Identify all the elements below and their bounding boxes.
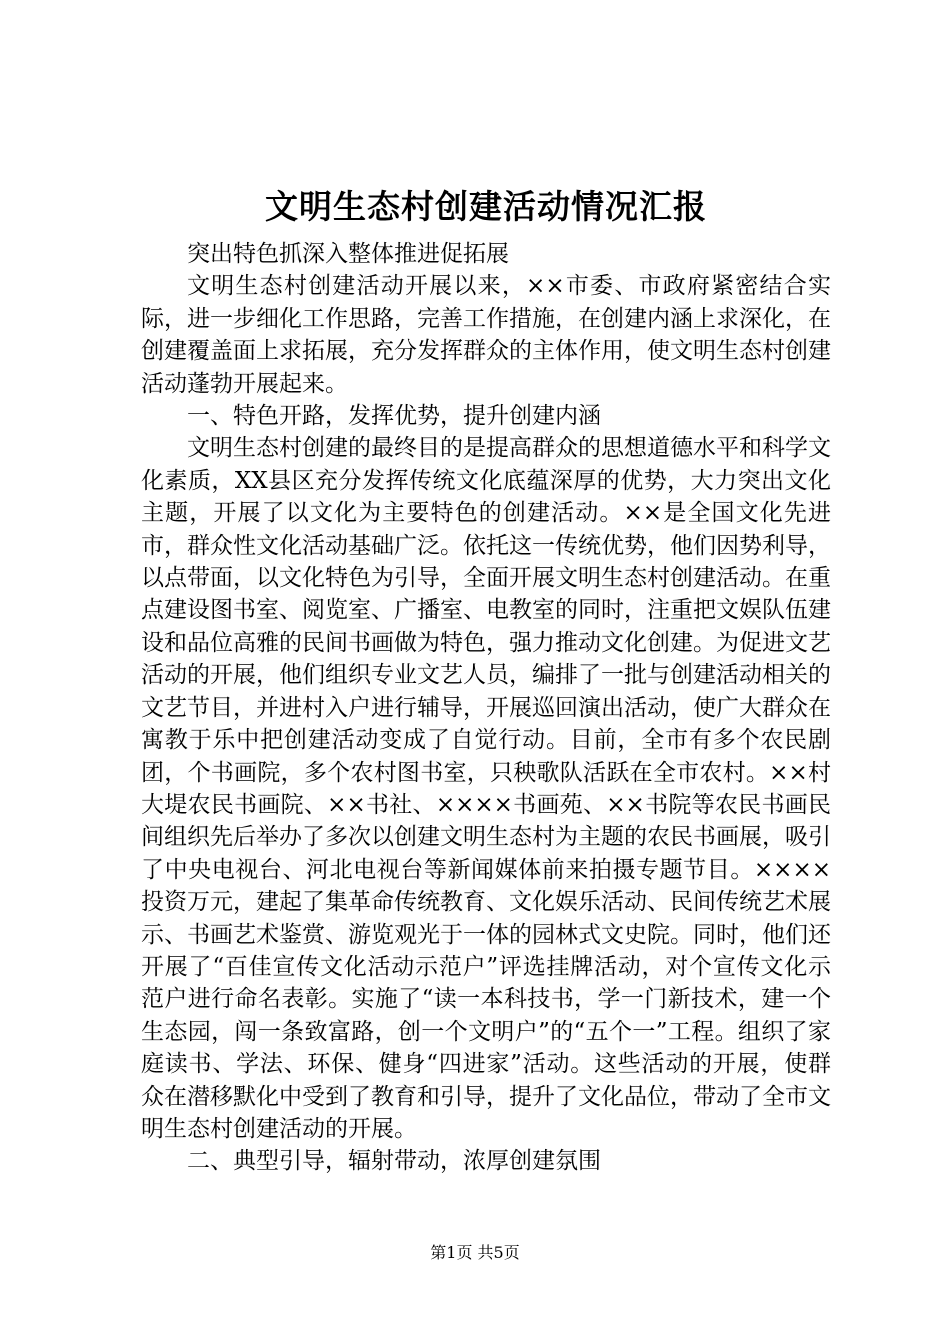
section-heading-2: 二、典型引导，辐射带动，浓厚创建氛围 xyxy=(187,1148,601,1175)
page-footer: 第1页 共5页 xyxy=(430,1243,520,1262)
section-1-body: 文明生态村创建的最终目的是提高群众的思想道德水平和科学文化素质，XX县区充分发挥传统文化底蕴深厚的优势，大力突出文化主题，开展了以文化为主要特色的创建活动。××是全国文化先进市，群众性文化活动基础广泛。依托这一传统优势，他们因势利导，以点带面，以文化特色为引导，全面开展文明生态村创建活动。在重点建设图书室、阅览室、广播室、电教室的同时，注重把文娱队伍建设和品位高雅的民间书画做为特色，强力推动文化创建。为促进文艺活动的开展，他们组织专业文艺人员，编排了一批与创建活动相关的文艺节目，并进村入户进行辅导，开展巡回演出活动，使广大群众在寓教于乐中把创建活动变成了自觉行动。目前，全市有多个农民剧团，个书画院，多个农村图书室，只秧歌队活跃在全市农村。××村大堤农民书画院、××书社、××××书画苑、××书院等农民书画民间组织先后举办了多次以创建文明生态村为主题的农民书画展，吸引了中央电视台、河北电视台等新闻媒体前来拍摄专题节目。××××投资万元，建起了集革命传统教育、文化娱乐活动、民间传统艺术展示、书画艺术鉴赏、游览观光于一体的园林式文史院。同时，他们还开展了“百佳宣传文化活动示范户”评选挂牌活动，对个宣传文化示范户进行命名表彰。实施了“读一本科技书，学一门新技术，建一个生态园，闯一条致富路，创一个文明户”的“五个一”工程。组织了家庭读书、学法、环保、健身“四进家”活动。这些活动的开展，使群众在潜移默化中受到了教育和引导，提升了文化品位，带动了全市文明生态村创建活动的开展。 xyxy=(141,435,831,1142)
document-page xyxy=(141,182,831,1178)
section-heading-1: 一、特色开路，发挥优势，提升创建内涵 xyxy=(187,403,601,430)
subtitle-paragraph: 突出特色抓深入整体推进促拓展 xyxy=(187,241,509,267)
intro-paragraph: 文明生态村创建活动开展以来，××市委、市政府紧密结合实际，进一步细化工作思路，完善工作措施，在创建内涵上求深化，在创建覆盖面上求拓展，充分发挥群众的主体作用，使文明生态村创建活动蓬勃开展起来。 xyxy=(141,273,831,397)
document-title: 文明生态村创建活动情况汇报 xyxy=(265,187,707,226)
